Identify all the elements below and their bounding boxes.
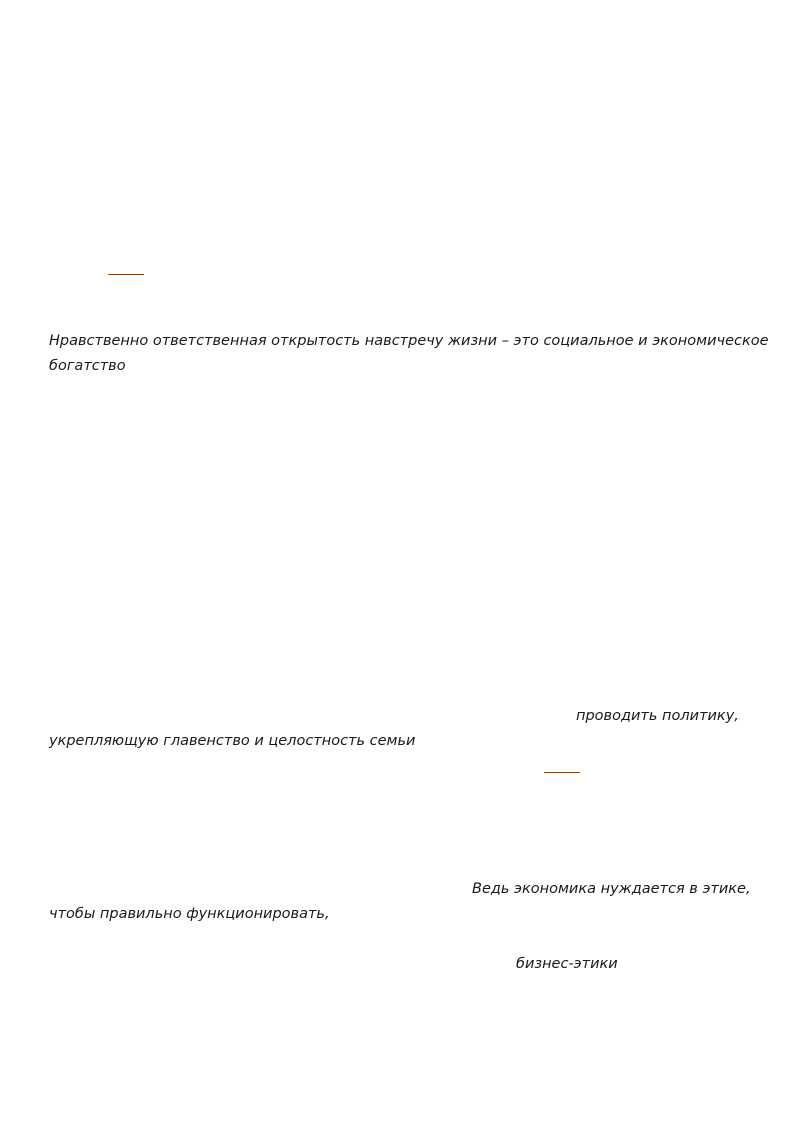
paragraph-2-line-2: укрепляющую главенство и целостность семьи — [49, 733, 416, 749]
footnote-link-rule[interactable] — [108, 274, 144, 275]
paragraph-3-line-2: чтобы правильно функционировать, — [49, 906, 330, 922]
paragraph-1-line-1: Нравственно ответственная открытость навстречу жизни – это социальное и экономическое — [49, 333, 769, 349]
paragraph-4-line-1: бизнес-этики — [516, 956, 618, 972]
paragraph-2-line-1: проводить политику, — [576, 708, 739, 724]
paragraph-3-line-1: Ведь экономика нуждается в этике, — [472, 881, 751, 897]
footnote-link-rule[interactable] — [544, 772, 580, 773]
paragraph-1-line-2: богатство — [49, 358, 126, 374]
